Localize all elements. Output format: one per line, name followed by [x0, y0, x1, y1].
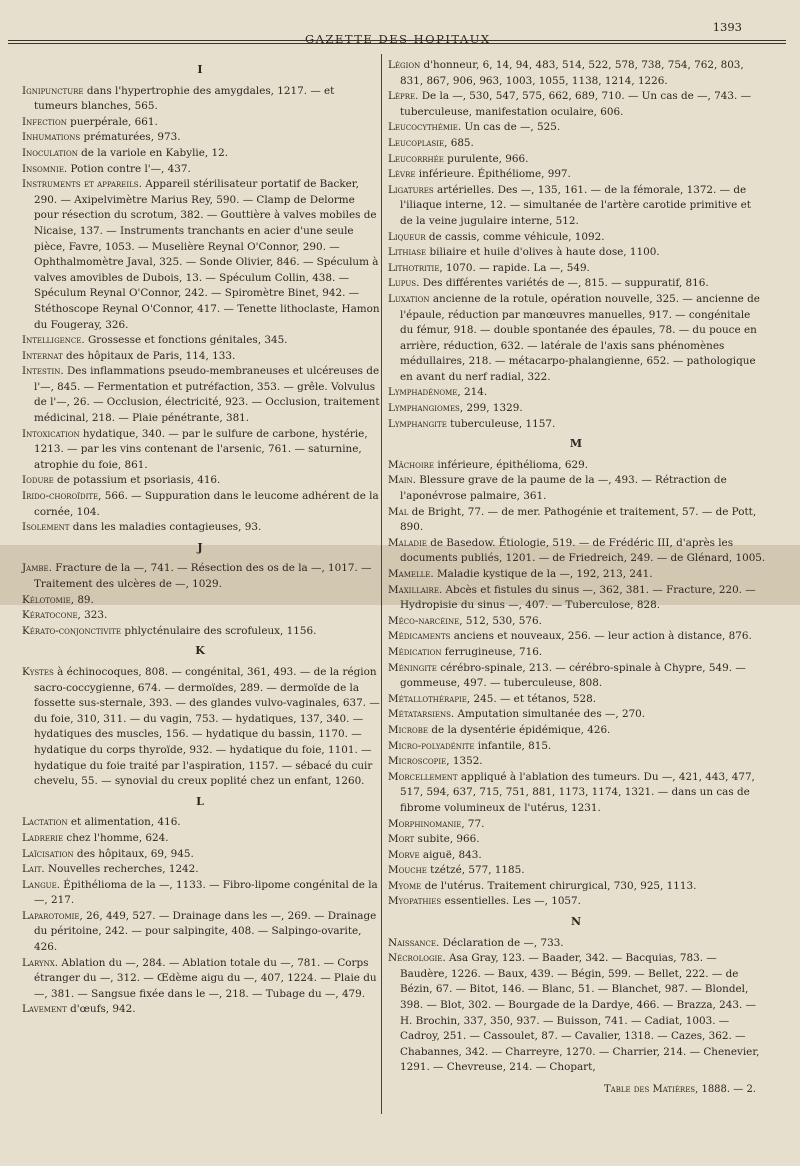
entry-text: de la dysentérie épidémique, 426.	[428, 723, 611, 736]
index-entry	[20, 177, 380, 333]
entry-text: Grossesse et fonctions génitales, 345.	[84, 334, 288, 347]
index-entry	[20, 624, 380, 640]
entry-keyword: Nécrologie.	[388, 952, 446, 965]
entry-keyword: Isolement	[22, 521, 70, 534]
section-letter: K	[195, 644, 205, 658]
index-entry	[386, 754, 766, 770]
index-entry	[386, 770, 766, 817]
index-entry	[386, 473, 766, 504]
index-entry	[386, 629, 766, 645]
entry-text: 1352.	[449, 755, 483, 768]
entry-keyword: Larynx.	[22, 956, 59, 969]
entry-keyword: Morve	[388, 848, 420, 861]
index-entry	[20, 561, 380, 592]
entry-keyword: Médication	[388, 645, 442, 658]
index-entry	[386, 120, 766, 136]
index-entry	[20, 665, 380, 790]
entry-text: infantile, 815.	[474, 739, 552, 752]
entry-keyword: Laparotomie,	[22, 909, 83, 922]
index-entry	[386, 183, 766, 230]
entry-keyword: Lactation	[22, 816, 68, 829]
entry-text: Amputation simultanée des —, 270.	[454, 708, 646, 721]
entry-text: aiguë, 843.	[419, 848, 482, 861]
index-entry	[20, 862, 380, 878]
entry-keyword: Morphinomanie,	[388, 817, 465, 830]
index-entry	[20, 909, 380, 956]
index-entry	[20, 130, 380, 146]
entry-text: dans les maladies contagieuses, 93.	[69, 521, 262, 534]
entry-keyword: Intestin.	[22, 365, 64, 378]
entry-text: 566. — Suppuration dans le leucome adhérent de la cornée, 104.	[34, 490, 379, 518]
entry-text: Maladie kystique de la —, 192, 213, 241.	[433, 568, 653, 580]
entry-text: Fracture de la —, 741. — Résection des os de la —, 1017. — Traitement des ulcères de —, 1029.	[34, 562, 372, 590]
entry-text: 323.	[80, 609, 108, 622]
entry-keyword: Kératocone,	[22, 609, 81, 622]
entry-keyword: Lymphadénome,	[388, 386, 461, 399]
entry-keyword: Maxillaire.	[388, 583, 443, 596]
entry-text: cérébro-spinale, 213. — cérébro-spinale à Chypre, 549. — gommeuse, 497. — tuberculeuse, 808.	[400, 661, 746, 690]
index-entry	[20, 162, 380, 178]
index-entry	[386, 692, 766, 708]
entry-text: essentielles. Les —, 1057.	[441, 895, 581, 908]
entry-text: puerpérale, 661.	[66, 115, 158, 128]
entry-keyword: Lèvre	[388, 168, 416, 181]
index-entry	[386, 614, 766, 630]
entry-keyword: Ligatures	[388, 183, 434, 196]
index-entry	[20, 593, 380, 609]
entry-text: anciens et nouveaux, 256. — leur action à distance, 876.	[450, 630, 752, 643]
index-entry	[20, 956, 380, 1003]
index-entry	[386, 723, 766, 739]
entry-text: prématurées, 973.	[80, 131, 181, 144]
index-entry	[386, 936, 766, 952]
entry-text: Ablation du —, 284. — Ablation totale du —, 781. — Corps étranger du —, 312. — Œdème aigu du —, 407, 1224. — Plaie du —, 381. — Sangsue fixée dans le —, 218. — Tubage du —, 479.	[34, 956, 377, 1000]
entry-keyword: Intelligence.	[22, 334, 85, 347]
entry-text: de potassium et psoriasis, 416.	[53, 474, 221, 487]
entry-keyword: Leucoplasie,	[388, 136, 448, 149]
entry-text: 512, 530, 576.	[462, 614, 542, 627]
index-entry	[386, 152, 766, 168]
index-entry	[386, 832, 766, 848]
entry-keyword: Internat	[22, 349, 63, 362]
index-entry	[386, 245, 766, 261]
entry-keyword: Lavement	[22, 1003, 67, 1016]
entry-keyword: Médicaments	[388, 630, 451, 643]
entry-keyword: Mamelle.	[388, 568, 434, 580]
header-rule	[8, 40, 786, 44]
index-entry	[20, 84, 380, 115]
entry-text: biliaire et huile d'olives à haute dose, 1100.	[426, 246, 660, 259]
entry-keyword: Jambe.	[22, 562, 52, 575]
entry-keyword: Main.	[388, 474, 416, 487]
left-column	[20, 58, 380, 1018]
entry-text: à échinocoques, 808. — congénital, 361, 493. — de la région sacro-coccygienne, 674. — dermoïdes, 289. — dermoïde de la fossette sus-sternale, 393. — des glandes vulvo-vaginales, 637. — du foie, 310, 311. — du vagin, 753. — hydatiques, 137, 340. — hydatiques des muscles, 156. — hydatique du bassin, 1170. — hydatique du corps thyroïde, 932. — hydatique du foie, 1101. — hydatique du foie traité par l'aspiration, 1157. — sébacé du cuir chevelu, 55. — synovial du creux poplité chez un enfant, 1260.	[34, 665, 380, 788]
entry-keyword: Myopathies	[388, 895, 442, 908]
entry-keyword: Infection	[22, 115, 67, 128]
entry-text: hydatique, 340. — par le sulfure de carbone, hystérie, 1213. — par les vins contenant de l'arsenic, 761. — saturnine, atrophie du foie, 861.	[34, 427, 368, 471]
entry-text: 26, 449, 527. — Drainage dans les —, 269. — Drainage du péritoine, 242. — pour salpingite, 408. — Salpingo-ovarite, 426.	[34, 909, 377, 954]
entry-keyword: Instruments et appareils.	[22, 178, 142, 191]
entry-text: artérielles. Des —, 135, 161. — de la fémorale, 1372. — de l'iliaque interne, 12. — simultanée de l'artère carotide primitive et de la veine jugulaire interne, 512.	[400, 183, 751, 227]
entry-text: de la variole en Kabylie, 12.	[77, 146, 229, 159]
index-entry	[20, 831, 380, 847]
index-entry	[386, 505, 766, 536]
index-entry	[20, 878, 380, 909]
entry-text: chez l'homme, 624.	[63, 831, 169, 844]
entry-keyword: Légion	[388, 59, 421, 71]
entry-keyword: Métallothérapie,	[388, 692, 471, 705]
index-entry	[386, 707, 766, 723]
index-entry	[20, 427, 380, 474]
entry-keyword: Insomnie.	[22, 162, 68, 175]
entry-keyword: Iodure	[22, 474, 54, 487]
entry-text: des hôpitaux de Paris, 114, 133.	[62, 349, 236, 362]
entry-text: 299, 1329.	[463, 402, 523, 415]
entry-text: Nouvelles recherches, 1242.	[44, 863, 199, 876]
entry-text: tuberculeuse, 1157.	[446, 417, 556, 430]
entry-keyword: Kélotomie,	[22, 593, 75, 606]
entry-text: Asa Gray, 123. — Baader, 342. — Bacquias, 783. — Baudère, 1226. — Baux, 439. — Bégin, 599. — Bellet, 222. — de Bézin, 67. — Bitot, 146. — Blanc, 51. — Blanchet, 987. — Blondel, 398. — Blot, 302. — Bourgade de la Dardye, 466. — Brazza, 243. — H. Brochin, 337, 350, 937. — Buisson, 741. — Cadiat, 1003. — Cadroy, 251. — Cassoulet, 87. — Cavalier, 1318. — Cazes, 362. — Chabannes, 342. — Charreyre, 1270. — Charrier, 214. — Chenevier, 1291. — Chevreuse, 214. — Chopart,	[400, 952, 760, 1074]
entry-keyword: Myome	[388, 879, 422, 892]
entry-keyword: Kérato-conjonctivite	[22, 624, 122, 637]
index-entry	[20, 847, 380, 863]
running-title: GAZETTE DES HOPITAUX	[305, 32, 491, 46]
page-number: 1393	[712, 20, 742, 34]
entry-keyword: Irido-choroïdite,	[22, 490, 102, 503]
entry-keyword: Lymphangiomes,	[388, 402, 464, 415]
entry-keyword: Intoxication	[22, 427, 80, 440]
entry-keyword: Méningite	[388, 661, 437, 674]
section-letter: J	[197, 540, 203, 554]
entry-text: de Bright, 77. — de mer. Pathogénie et traitement, 57. — de Pott, 890.	[400, 505, 757, 534]
index-entry	[386, 567, 766, 583]
section-letter: M	[569, 437, 583, 451]
entry-text: ferrugineuse, 716.	[441, 645, 543, 658]
entry-keyword: Micro-polyadénite	[388, 739, 475, 752]
page-footer: Table des Matières, 1888. — 2.	[603, 1084, 756, 1095]
entry-keyword: Mal	[388, 505, 409, 518]
index-entry	[386, 401, 766, 417]
column-divider	[381, 54, 382, 1114]
entry-text: Des inflammations pseudo-membraneuses et ulcéreuses de l'—, 845. — Fermentation et putréfaction, 353. — grêle. Volvulus de l'—, 26. — Occlusion, électricité, 923. — Occlusion, traitement médicinal, 218. — Plaie pénétrante, 381.	[34, 365, 380, 425]
index-entry	[20, 146, 380, 162]
entry-text: Des différentes variétés de —, 815. — suppuratif, 816.	[419, 277, 709, 290]
entry-keyword: Leucorrhée	[388, 152, 444, 165]
entry-text: 685.	[447, 136, 474, 149]
entry-keyword: Lait.	[22, 863, 45, 876]
entry-keyword: Kystes	[22, 665, 54, 678]
index-entry	[386, 136, 766, 152]
entry-text: subite, 966.	[414, 833, 480, 846]
entry-keyword: Inoculation	[22, 146, 78, 159]
index-entry	[386, 661, 766, 692]
entry-text: Potion contre l'—, 437.	[67, 162, 191, 175]
index-entry	[386, 261, 766, 277]
entry-keyword: Lithotritie,	[388, 261, 443, 274]
entry-text: Blessure grave de la paume de la —, 493. — Rétraction de l'aponévrose palmaire, 361.	[400, 474, 727, 503]
entry-keyword: Maladie	[388, 536, 427, 549]
entry-text: 89.	[74, 593, 94, 606]
entry-keyword: Laïcisation	[22, 847, 74, 860]
index-entry	[386, 89, 766, 120]
index-entry	[386, 951, 766, 1076]
entry-text: 214.	[460, 386, 488, 399]
entry-text: de l'utérus. Traitement chirurgical, 730, 925, 1113.	[421, 879, 697, 892]
right-column	[386, 58, 766, 1098]
index-entry	[386, 848, 766, 864]
index-entry	[20, 489, 380, 520]
entry-keyword: Mâchoire	[388, 458, 435, 471]
entry-text: Un cas de —, 525.	[461, 121, 561, 134]
index-entry	[20, 333, 380, 349]
index-entry	[386, 894, 766, 910]
index-entry	[386, 817, 766, 833]
entry-text: 77.	[464, 817, 485, 830]
index-entry	[20, 473, 380, 489]
index-entry	[386, 58, 766, 89]
entry-text: Abcès et fistules du sinus —, 362, 381. — Fracture, 220. — Hydropisie du sinus —, 407. — Tuberculose, 828.	[400, 583, 756, 612]
index-entry	[386, 458, 766, 474]
index-entry	[386, 739, 766, 755]
entry-keyword: Leucocythémie.	[388, 121, 462, 134]
index-entry	[386, 863, 766, 879]
entry-keyword: Morcellement	[388, 770, 458, 783]
entry-keyword: Lèpre.	[388, 90, 419, 103]
index-entry	[386, 276, 766, 292]
entry-keyword: Métatarsiens.	[388, 708, 455, 721]
index-entry	[386, 167, 766, 183]
entry-keyword: Lithiase	[388, 246, 427, 259]
entry-keyword: Méco-narcéine,	[388, 614, 463, 627]
entry-keyword: Mouche	[388, 864, 427, 877]
entry-text: phlycténulaire des scrofuleux, 1156.	[121, 624, 317, 637]
entry-keyword: Lupus.	[388, 277, 420, 290]
entry-text: d'œufs, 942.	[66, 1003, 136, 1016]
entry-keyword: Lymphangite	[388, 417, 447, 430]
entry-text: De la —, 530, 547, 575, 662, 689, 710. — Un cas de —, 743. — tuberculeuse, manifestation oculaire, 606.	[400, 90, 751, 118]
entry-text: tzétzé, 577, 1185.	[426, 864, 525, 877]
index-entry	[386, 385, 766, 401]
entry-text: Déclaration de —, 733.	[439, 936, 564, 949]
entry-keyword: Ladrerie	[22, 831, 64, 844]
entry-keyword: Liqueur	[388, 230, 426, 243]
entry-text: inférieure. Épithéliome, 997.	[415, 168, 571, 181]
entry-text: de cassis, comme véhicule, 1092.	[425, 230, 605, 243]
entry-text: d'honneur, 6, 14, 94, 483, 514, 522, 578, 738, 754, 762, 803, 831, 867, 906, 963, 1003, 1055, 1138, 1214, 1226.	[400, 59, 744, 87]
index-entry	[20, 608, 380, 624]
index-entry	[386, 292, 766, 386]
entry-text: purulente, 966.	[443, 152, 529, 165]
index-entry	[386, 417, 766, 433]
entry-text: ancienne de la rotule, opération nouvelle, 325. — ancienne de l'épaule, réduction par manœuvres manuelles, 917. — congénitale du fémur, 918. — double spontanée des épaules, 78. — du pouce en arrière, réduction, 632. — latérale de l'axis sans phénomènes médullaires, 218. — métacarpo-phalangienne, 652. — pathologique en avant du nerf radial, 322.	[400, 292, 760, 383]
entry-keyword: Langue.	[22, 878, 60, 891]
index-entry	[20, 1002, 380, 1018]
entry-text: des hôpitaux, 69, 945.	[73, 847, 194, 860]
entry-keyword: Mort	[388, 833, 415, 846]
entry-text: de Basedow. Étiologie, 519. — de Frédéric III, d'après les documents publiés, 1201. — de Friedreich, 249. — de Glénard, 1005.	[400, 536, 766, 565]
entry-text: dans l'hypertrophie des amygdales, 1217. — et tumeurs blanches, 565.	[34, 84, 335, 113]
entry-text: Appareil stérilisateur portatif de Backer, 290. — Axipelvimètre Marius Rey, 590. — Clamp de Delorme pour résection du scrotum, 382. — Gouttière à valves mobiles de Nicaise, 137. — Instruments tranchants en acier d'une seule pièce, Favre, 1053. — Muselière Reynal O'Connor, 290. — Ophthalmomètre Javal, 325. — Sonde Olivier, 846. — Spéculum à valves amovibles de Dubois, 13. — Spéculum Collin, 438. — Spéculum Reynal O'Connor, 242. — Spiromètre Binet, 942. — Stéthoscope Reynal O'Connor, 417. — Tenette lithoclaste, Hamon du Fougeray, 326.	[34, 178, 380, 331]
index-entry	[20, 520, 380, 536]
index-entry	[20, 364, 380, 426]
entry-keyword: Microbe	[388, 723, 429, 736]
entry-keyword: Ignipuncture	[22, 84, 84, 97]
entry-text: 1070. — rapide. La —, 549.	[442, 261, 590, 274]
entry-text: 245. — et tétanos, 528.	[470, 692, 597, 705]
section-letter: N	[570, 915, 582, 929]
index-entry	[20, 815, 380, 831]
entry-text: appliqué à l'ablation des tumeurs. Du —, 421, 443, 477, 517, 594, 637, 715, 751, 881, 1173, 1174, 1321. — dans un cas de fibrome volumineux de l'utérus, 1231.	[400, 770, 755, 814]
entry-keyword: Naissance.	[388, 936, 440, 949]
entry-text: et alimentation, 416.	[67, 816, 181, 829]
entry-keyword: Inhumations	[22, 131, 81, 144]
index-entry	[386, 536, 766, 567]
entry-text: Épithélioma de la —, 1133. — Fibro-lipome congénital de la —, 217.	[34, 878, 378, 907]
section-letter: I	[197, 63, 203, 76]
section-letter: L	[196, 794, 204, 808]
index-entry	[386, 230, 766, 246]
index-entry	[20, 349, 380, 365]
index-entry	[386, 645, 766, 661]
entry-keyword: Luxation	[388, 292, 430, 305]
index-entry	[20, 115, 380, 131]
index-entry	[386, 879, 766, 895]
index-entry	[386, 583, 766, 614]
entry-keyword: Microscopie,	[388, 755, 450, 768]
entry-text: inférieure, épithélioma, 629.	[434, 458, 589, 471]
